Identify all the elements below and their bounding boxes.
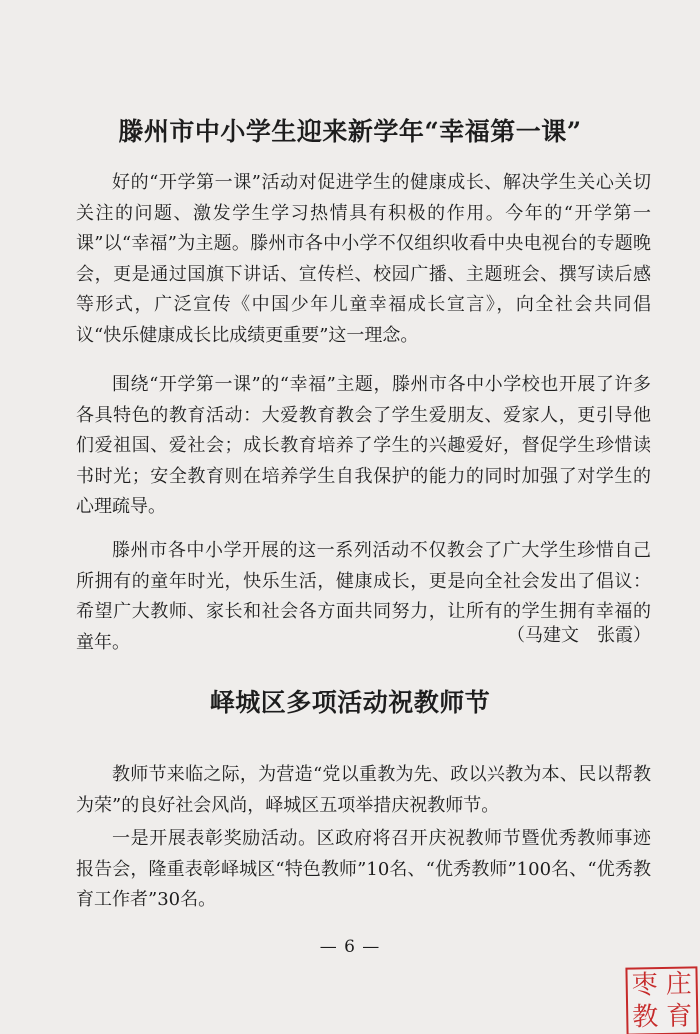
stamp-char-4: 育 (666, 1001, 693, 1032)
article1-byline: （马建文 张霞） (507, 625, 651, 646)
red-seal-stamp (625, 966, 698, 1034)
article1-title: 滕州市中小学生迎来新学年“幸福第一课” (118, 117, 582, 146)
stamp-char-1: 枣 (631, 970, 658, 1001)
stamp-char-2: 庄 (665, 969, 692, 1000)
article1-paragraph-1: 好的“开学第一课”活动对促进学生的健康成长、解决学生关心关切关注的问题、激发学生学习热情具有积极的作用。今年的“开学第一课”以“幸福”为主题。滕州市各中小学不仅组织收看中央电视台的专题晚会，更是通过国旗下讲话、宣传栏、校园广播、主题班会、撰写读后感等形式，广泛宣传《中国少年儿童幸福成长宣言》，向全社会共同倡议“快乐健康成长比成绩更重要”这一理念。 (76, 172, 651, 346)
article1-paragraph-2: 围绕“开学第一课”的“幸福”主题，滕州市各中小学校也开展了许多各具特色的教育活动：大爱教育教会了学生爱朋友、爱家人，更引导他们爱祖国、爱社会；成长教育培养了学生的兴趣爱好，督促学生珍惜读书时光；安全教育则在培养学生自我保护的能力的同时加强了对学生的心理疏导。 (76, 374, 651, 517)
page-number: — 6 — (319, 937, 381, 957)
article1-paragraph-3: 滕州市各中小学开展的这一系列活动不仅教会了广大学生珍惜自己所拥有的童年时光，快乐生活，健康成长，更是向全社会发出了倡议：希望广大教师、家长和社会各方面共同努力，让所有的学生拥有幸福的童年。 (76, 540, 651, 653)
stamp-char-3: 教 (632, 1002, 659, 1033)
article2-paragraph-2: 一是开展表彰奖励活动。区政府将召开庆祝教师节暨优秀教师事迹报告会，隆重表彰峄城区“特色教师”10名、“优秀教师”100名、“优秀教育工作者”30名。 (76, 828, 651, 910)
article2-title: 峄城区多项活动祝教师节 (209, 688, 491, 717)
article2-paragraph-1: 教师节来临之际，为营造“党以重教为先、政以兴教为本、民以帮教为荣”的良好社会风尚，峄城区五项举措庆祝教师节。 (76, 764, 651, 816)
